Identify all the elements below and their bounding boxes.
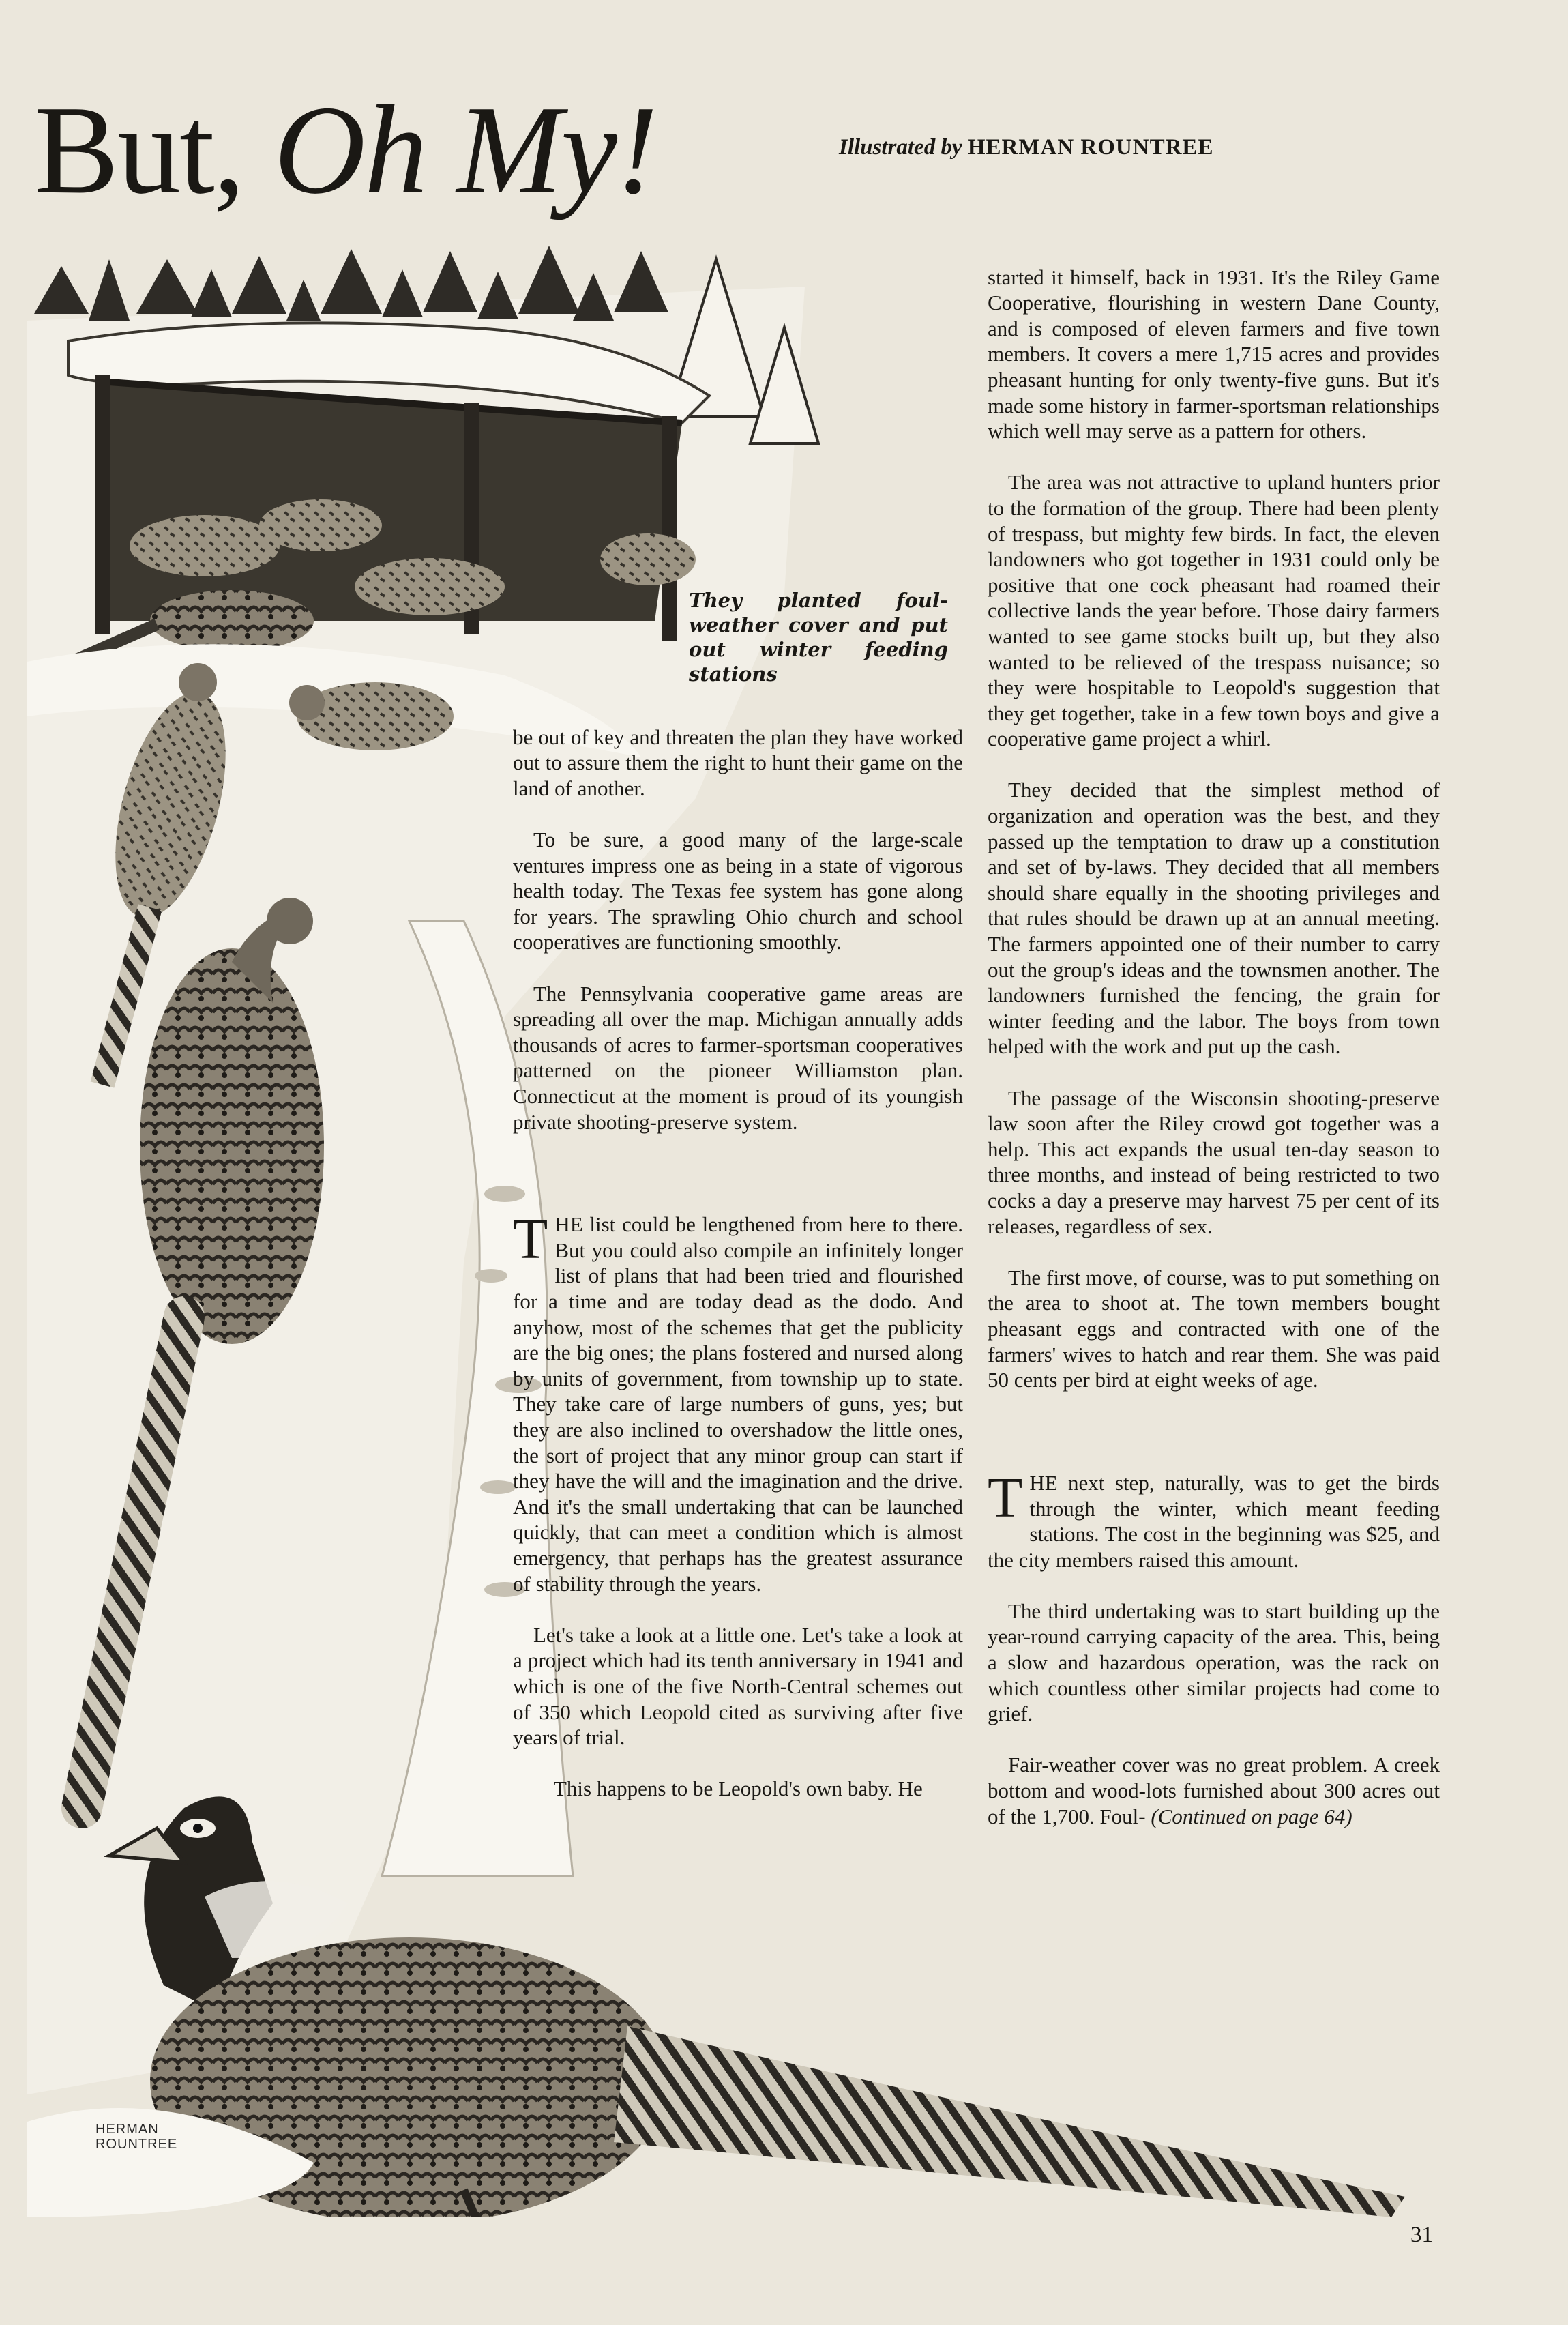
article-title <box>34 82 657 218</box>
paragraph: The passage of the Wisconsin shooting-preserve law soon after the Riley crowd got together was a help. This act expands the usual ten-day season to three months, and instead of being restricted to two cocks a day a preserve may harvest 75 per cent of its releases, regardless of sex. <box>988 1085 1440 1238</box>
paragraph: started it himself, back in 1931. It's the Riley Game Cooperative, flourishing in western Dane County, and is composed of eleven farmers and five town members. It covers a mere 1,715 acres and provides pheasant hunting for only twenty-five guns. But it's made some history in farmer-sportsman relationships which well may serve as a pattern for others. <box>988 265 1440 443</box>
paragraph-text: HE list could be lengthened from here to there. But you could also compile an infinitely longer list of plans that had been tried and flourished for a time and are today dead as the dodo. And anyhow, most of the schemes that get the publicity are the big ones; the plans fostered and nursed along by units of government, from township up to state. They take care of large numbers of guns, yes; but they are also inclined to overshadow the little ones, the sort of project that any minor group can start if they have the will and the imagination and the drive. And it's the small undertaking that can be launched quickly, that can meet a condition which is almost emergency, that perhaps has the greatest assurance of stability through the years. <box>513 1212 963 1596</box>
paragraph: This happens to be Leopold's own baby. He <box>554 1776 923 1801</box>
title-italic: Oh My! <box>273 80 657 220</box>
article-column-right <box>988 239 1440 1855</box>
title-plain: But, <box>34 80 274 220</box>
paragraph-text: Fair-weather cover was no great problem. A creek bottom and wood-lots furnished about 300 acres out of the 1,700. Foul- <box>988 1753 1440 1828</box>
paragraph: The Pennsylvania cooperative game areas are spreading all over the map. Michigan annually adds thousands of acres to farmer-sportsman cooperatives patterned on the pioneer Williamston plan. Connecticut at the moment is proud of its youngish private shooting-preserve system. <box>513 981 963 1134</box>
drop-cap: T <box>513 1208 548 1272</box>
article-column-middle <box>513 699 963 1828</box>
illustrator-credit <box>839 135 1213 160</box>
credit-prefix: Illustrated by <box>839 135 968 160</box>
paragraph-with-dropcap <box>513 1208 963 1596</box>
continued-note: (Continued on page 64) <box>1151 1804 1352 1828</box>
illustration-caption: They planted foul-weather cover and put out winter feeding stations <box>689 589 948 686</box>
paragraph <box>988 1752 1440 1829</box>
artist-signature <box>95 2122 177 2152</box>
drop-cap: T <box>988 1465 1023 1530</box>
paragraph: Let's take a look at a little one. Let's take a look at a project which had its tenth anniversary in 1941 and which is one of the five North-Central schemes out of 350 which Leopold cited as surviving after five years of trial. <box>513 1622 963 1750</box>
paragraph: To be sure, a good many of the large-scale ventures impress one as being in a state of vigorous health today. The Texas fee system has gone along for years. The sprawling Ohio church and school cooperatives are functioning smoothly. <box>513 827 963 954</box>
page-number: 31 <box>1410 2223 1433 2247</box>
credit-artist: HERMAN ROUNTREE <box>967 135 1214 160</box>
paragraph-with-dropcap <box>988 1465 1440 1573</box>
paragraph: The first move, of course, was to put something on the area to shoot at. The town members bought pheasant eggs and contracted with one of the farmers' wives to hatch and rear them. She was paid 50 cents per bird at eight weeks of age. <box>988 1265 1440 1392</box>
signature-line2: ROUNTREE <box>95 2137 178 2152</box>
paragraph: The third undertaking was to start building up the year-round carrying capacity of the area. This, being a slow and hazardous operation, was the rack on which countless other similar projects had come to grief. <box>988 1598 1440 1726</box>
paragraph-text: HE next step, naturally, was to get the birds through the winter, which meant feeding stations. The cost in the beginning was $25, and the city members raised this amount. <box>988 1470 1440 1572</box>
paragraph: be out of key and threaten the plan they have worked out to assure them the right to hunt their game on the land of another. <box>513 725 963 800</box>
paragraph: They decided that the simplest method of organization and operation was the best, and they passed up the temptation to draw up a constitution and set of by-laws. They decided that all members should share equally in the shooting privileges and that rules should be drawn up at an annual meeting. The farmers appointed one of their number to carry out the group's ideas and the townsmen another. The landowners furnished the fencing, the grain for winter feeding and the labor. The boys from town helped with the work and put up the cash. <box>988 778 1440 1059</box>
treeline <box>34 246 668 321</box>
paragraph: The area was not attractive to upland hunters prior to the formation of the group. There had been plenty of trespass, but mighty few birds. In fact, the eleven landowners who got together in 1931 could only be positive that one cock pheasant had roamed their collective lands the year before. Those dairy farmers wanted to see game stocks built up, but they also wanted to be relieved of the trespass nuisance; so they were hospitable to Leopold's suggestion that they get together, take in a few town boys and give a cooperative game project a whirl. <box>988 470 1440 751</box>
signature-line1: HERMAN <box>95 2122 159 2137</box>
